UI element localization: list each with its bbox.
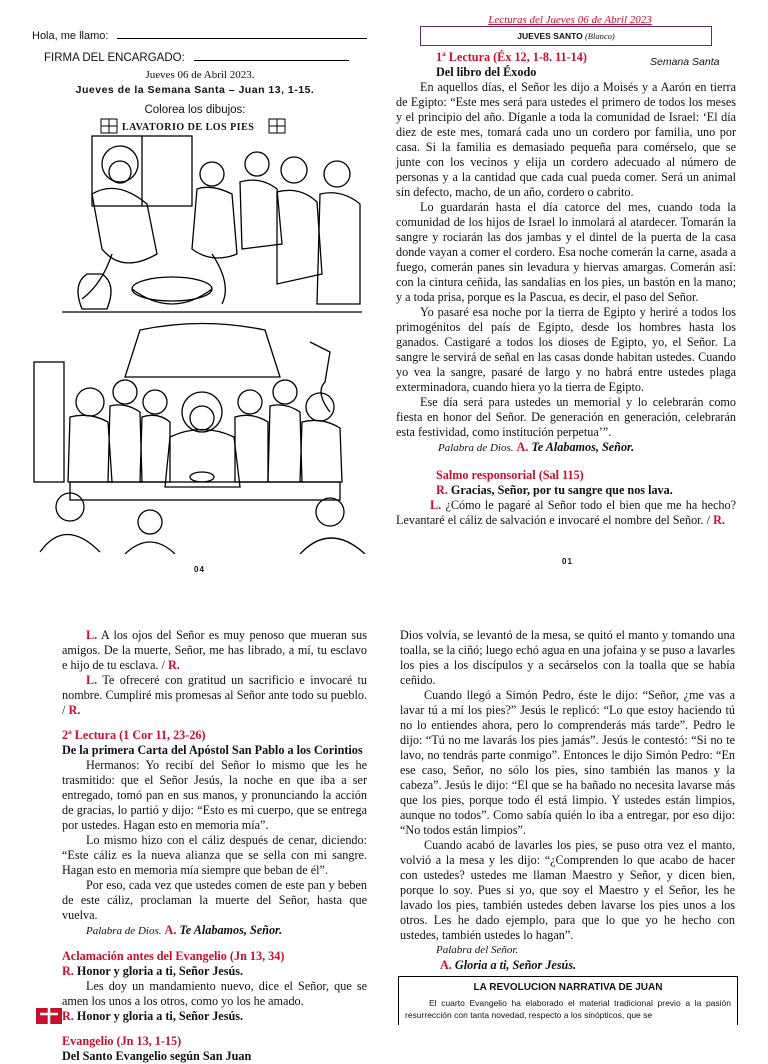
response-letter: A. — [516, 440, 529, 454]
r-letter: R. — [167, 658, 180, 672]
r-letter: R. — [62, 964, 74, 978]
readings-title: Lecturas del Jueves 06 de Abril 2023 — [488, 14, 652, 26]
sidebar-box-text: El cuarto Evangelio ha elaborado el material tradicional previo a la pasión resurrección con tanta novedad, respecto a los sinópticos, que se — [405, 998, 731, 1020]
response-text: Gloria a ti, Señor Jesús. — [454, 958, 577, 972]
psalm-continued — [62, 628, 367, 1064]
first-reading-paragraph: Ese día será para ustedes un memorial y lo celebrarán como fiesta en honor del Señor. De generación en generación, celebrarán esta festividad, como institución perpetua’”. — [396, 395, 736, 439]
gospel-closing: Palabra del Señor. — [436, 944, 519, 956]
first-reading-paragraph: Yo pasaré esa noche por la tierra de Egipto y heriré a todos los primogénitos del país de Egipto, desde los hombres hasta los ganados. Castigaré a todos los dioses de Egipto, yo, el Señor. La sangre le servirá de señal en las casas donde habitan ustedes. Cuando yo vea la sangre, pasaré de largo y no habrá entre ustedes plaga exterminadora, cuando hiera yo la tierra de Egipto. — [396, 305, 736, 394]
closing-text: Palabra de Dios. — [86, 925, 162, 937]
response-letter: A. — [164, 923, 177, 937]
sidebar-box-title: LA REVOLUCION NARRATIVA DE JUAN — [473, 982, 663, 993]
psalm-title: Salmo responsorial (Sal 115) — [436, 468, 584, 482]
second-reading-title: 2ª Lectura (1 Cor 11, 23-26) — [62, 728, 206, 742]
stanza-text: ¿Cómo le pagaré al Señor todo el bien que me ha hecho? Levantaré el cáliz de salvación e invocaré el nombre del Señor. / — [396, 498, 736, 527]
first-reading-paragraph: Lo guardarán hasta el día catorce del mes, cuando toda la comunidad de los hijos de Israel lo inmolará al atardecer. Tomarán la sangre y rociarán las dos jambas y el dintel de la puerta de la casa donde vayan a comer el cordero. Esa noche comerán la carne, asada a fuego, comerán panes sin levadura y hiervas amargas. Comerán así: con la cintura ceñida, las sandalias en los pies, un bastón en la mano; y a toda prisa, porque es la Pascua, es decir, el paso del Señor. — [396, 200, 736, 304]
response-text: Te Alabamos, Señor. — [179, 923, 283, 937]
acclamation-refrain — [62, 964, 367, 979]
gospel-response — [400, 958, 735, 973]
worksheet-date: Jueves 06 de Abril 2023. — [145, 69, 255, 81]
first-reading-book: Del libro del Éxodo — [436, 65, 537, 79]
name-field-row — [32, 30, 367, 42]
gospel-continued — [400, 628, 735, 973]
gospel-book: Del Santo Evangelio según San Juan — [62, 1049, 252, 1063]
psalm-stanza — [62, 628, 367, 673]
psalm-stanza — [396, 498, 736, 528]
second-reading-paragraph: Lo mismo hizo con el cáliz después de cenar, diciendo: “Este cáliz es la nueva alianza que se sella con mi sangre. Hagan esto en memoria mía siempre que beban de él”. — [62, 833, 367, 877]
stanza-text: Te ofreceré con gratitud un sacrificio e invocaré tu nombre. Cumpliré mis promesas al Señor ante todo su pueblo. / — [62, 673, 367, 717]
second-reading-book: De la primera Carta del Apóstol San Pablo a los Corintios — [62, 743, 363, 757]
liturgical-day-box — [420, 26, 712, 46]
response-text: Te Alabamos, Señor. — [531, 440, 635, 454]
l-letter: L. — [86, 628, 98, 642]
cross-emblem-icon — [36, 1004, 62, 1029]
first-reading-closing — [396, 440, 736, 456]
season-label: Semana Santa — [650, 56, 720, 68]
gospel-paragraph: Dios volvía, se levantó de la mesa, se quitó el manto y tomando una toalla, se la ciñó; luego echó agua en una jofaina y se puso a lavarles los pies a los discípulos y a secárselos con la toalla que se había ceñido. — [400, 628, 735, 687]
gospel-title: Evangelio (Jn 13, 1-15) — [62, 1034, 182, 1048]
closing-text: Palabra de Dios. — [438, 442, 514, 454]
name-blank — [117, 38, 367, 39]
second-reading-paragraph: Hermanos: Yo recibí del Señor lo mismo que les he trasmitido: que el Señor Jesús, la noche en que iba a ser entregado, tomó pan en sus manos, y pronunciando la acción de gracias, lo partió y dijo: “Esto es mi cuerpo, que se entrega por ustedes. Hagan esto en memoria mía”. — [62, 758, 367, 832]
r-letter: R. — [436, 483, 448, 497]
worksheet-subtitle: Jueves de la Semana Santa – Juan 13, 1-15. — [75, 84, 315, 96]
last-supper-drawing — [30, 322, 375, 554]
refrain-text: Honor y gloria a ti, Señor Jesús. — [76, 1009, 244, 1023]
first-reading — [396, 50, 736, 528]
first-reading-title: 1ª Lectura (Éx 12, 1-8. 11-14) — [436, 50, 587, 64]
page-number-right: 01 — [562, 557, 573, 566]
refrain-text: Honor y gloria a ti, Señor Jesús. — [76, 964, 244, 978]
coloring-prompt: Colorea los dibujos: — [144, 104, 246, 116]
l-letter: L. — [86, 673, 98, 687]
acclamation-text: Les doy un mandamiento nuevo, dice el Señor, que se amen los unos a los otros, como yo los he amado. — [62, 979, 367, 1008]
r-letter: R. — [68, 703, 81, 717]
signature-field-row — [44, 52, 349, 64]
washing-feet-drawing — [62, 134, 362, 314]
drawing1-title: LAVATORIO DE LOS PIES — [122, 122, 255, 133]
acclamation-title: Aclamación antes del Evangelio (Jn 13, 34) — [62, 949, 285, 963]
l-letter: L. — [430, 498, 442, 512]
psalm-stanza — [62, 673, 367, 718]
stanza-text: A los ojos del Señor es muy penoso que mueran sus amigos. De la muerte, Señor, me has librado, a mí, tu esclavo e hijo de tu esclava. / — [62, 628, 367, 672]
refrain-text: Gracias, Señor, por tu sangre que nos lava. — [450, 483, 673, 497]
second-reading-closing — [62, 923, 367, 939]
name-label: Hola, me llamo: — [32, 30, 109, 42]
sidebar-box — [398, 976, 738, 1025]
page-number-left: 04 — [194, 565, 205, 574]
first-reading-paragraph: En aquellos días, el Señor les dijo a Moisés y a Aarón en tierra de Egipto: “Este mes será para ustedes el primero de todos los meses y el principio del año. Díganle a toda la comunidad de Israel: ‘El día diez de este mes, tomará cada uno un cordero por familia, uno por casa. Si la familia es demasiado pequeña para comérselo, que se junte con los vecinos y elija un cordero adecuado al número de personas y a la cantidad que cada cual pueda comer. Será un animal sin defecto, macho, de un año, cordero o cabrito. — [396, 80, 736, 199]
psalm-refrain — [396, 483, 736, 498]
day-label: JUEVES SANTO — [517, 31, 583, 41]
r-letter: R. — [713, 513, 725, 527]
response-letter: A. — [440, 958, 452, 972]
day-color: (Blanco) — [584, 31, 615, 41]
signature-label: FIRMA DEL ENCARGADO: — [44, 52, 185, 64]
r-letter: R. — [62, 1009, 74, 1023]
gospel-paragraph: Cuando llegó a Simón Pedro, éste le dijo: “Señor, ¿me vas a lavar tú a mí los pies?” Jesús le replicó: “Lo que estoy haciendo tú no lo entiendes ahora, pero lo comprenderás más tarde”. Pedro le dijo: “Tú no me lavarás los pies jamás”. Jesús le contestó: “Si no te lavo, no tendrás parte conmigo”. Entonces le dijo Simón Pedro: “En ese caso, Señor, no sólo los pies, sino también las manos y la cabeza”. Jesús le dijo: “El que se ha bañado no necesita lavarse más que los pies, porque todo él está limpio. Y ustedes están limpios, aunque no todos”. Como sabía quién lo iba a entregar, por eso dijo: “No todos están limpios”. — [400, 688, 735, 837]
signature-blank — [194, 60, 349, 61]
second-reading-paragraph: Por eso, cada vez que ustedes comen de este pan y beben de este cáliz, proclaman la muerte del Señor, hasta que vuelva. — [62, 878, 367, 922]
acclamation-refrain — [62, 1009, 367, 1024]
gospel-paragraph: Cuando acabó de lavarles los pies, se puso otra vez el manto, volvió a la mesa y les dijo: “¿Comprenden lo que acabo de hacer con ustedes? ustedes me llaman Maestro y Señor, y dicen bien, porque lo soy. Pues si yo, que soy el Maestro y el Señor, les he lavado los pies, también ustedes deben lavarse los pies unos a los otros. Les he dado ejemplo, para que lo que yo he hecho con ustedes, también ustedes lo hagan”. — [400, 838, 735, 942]
